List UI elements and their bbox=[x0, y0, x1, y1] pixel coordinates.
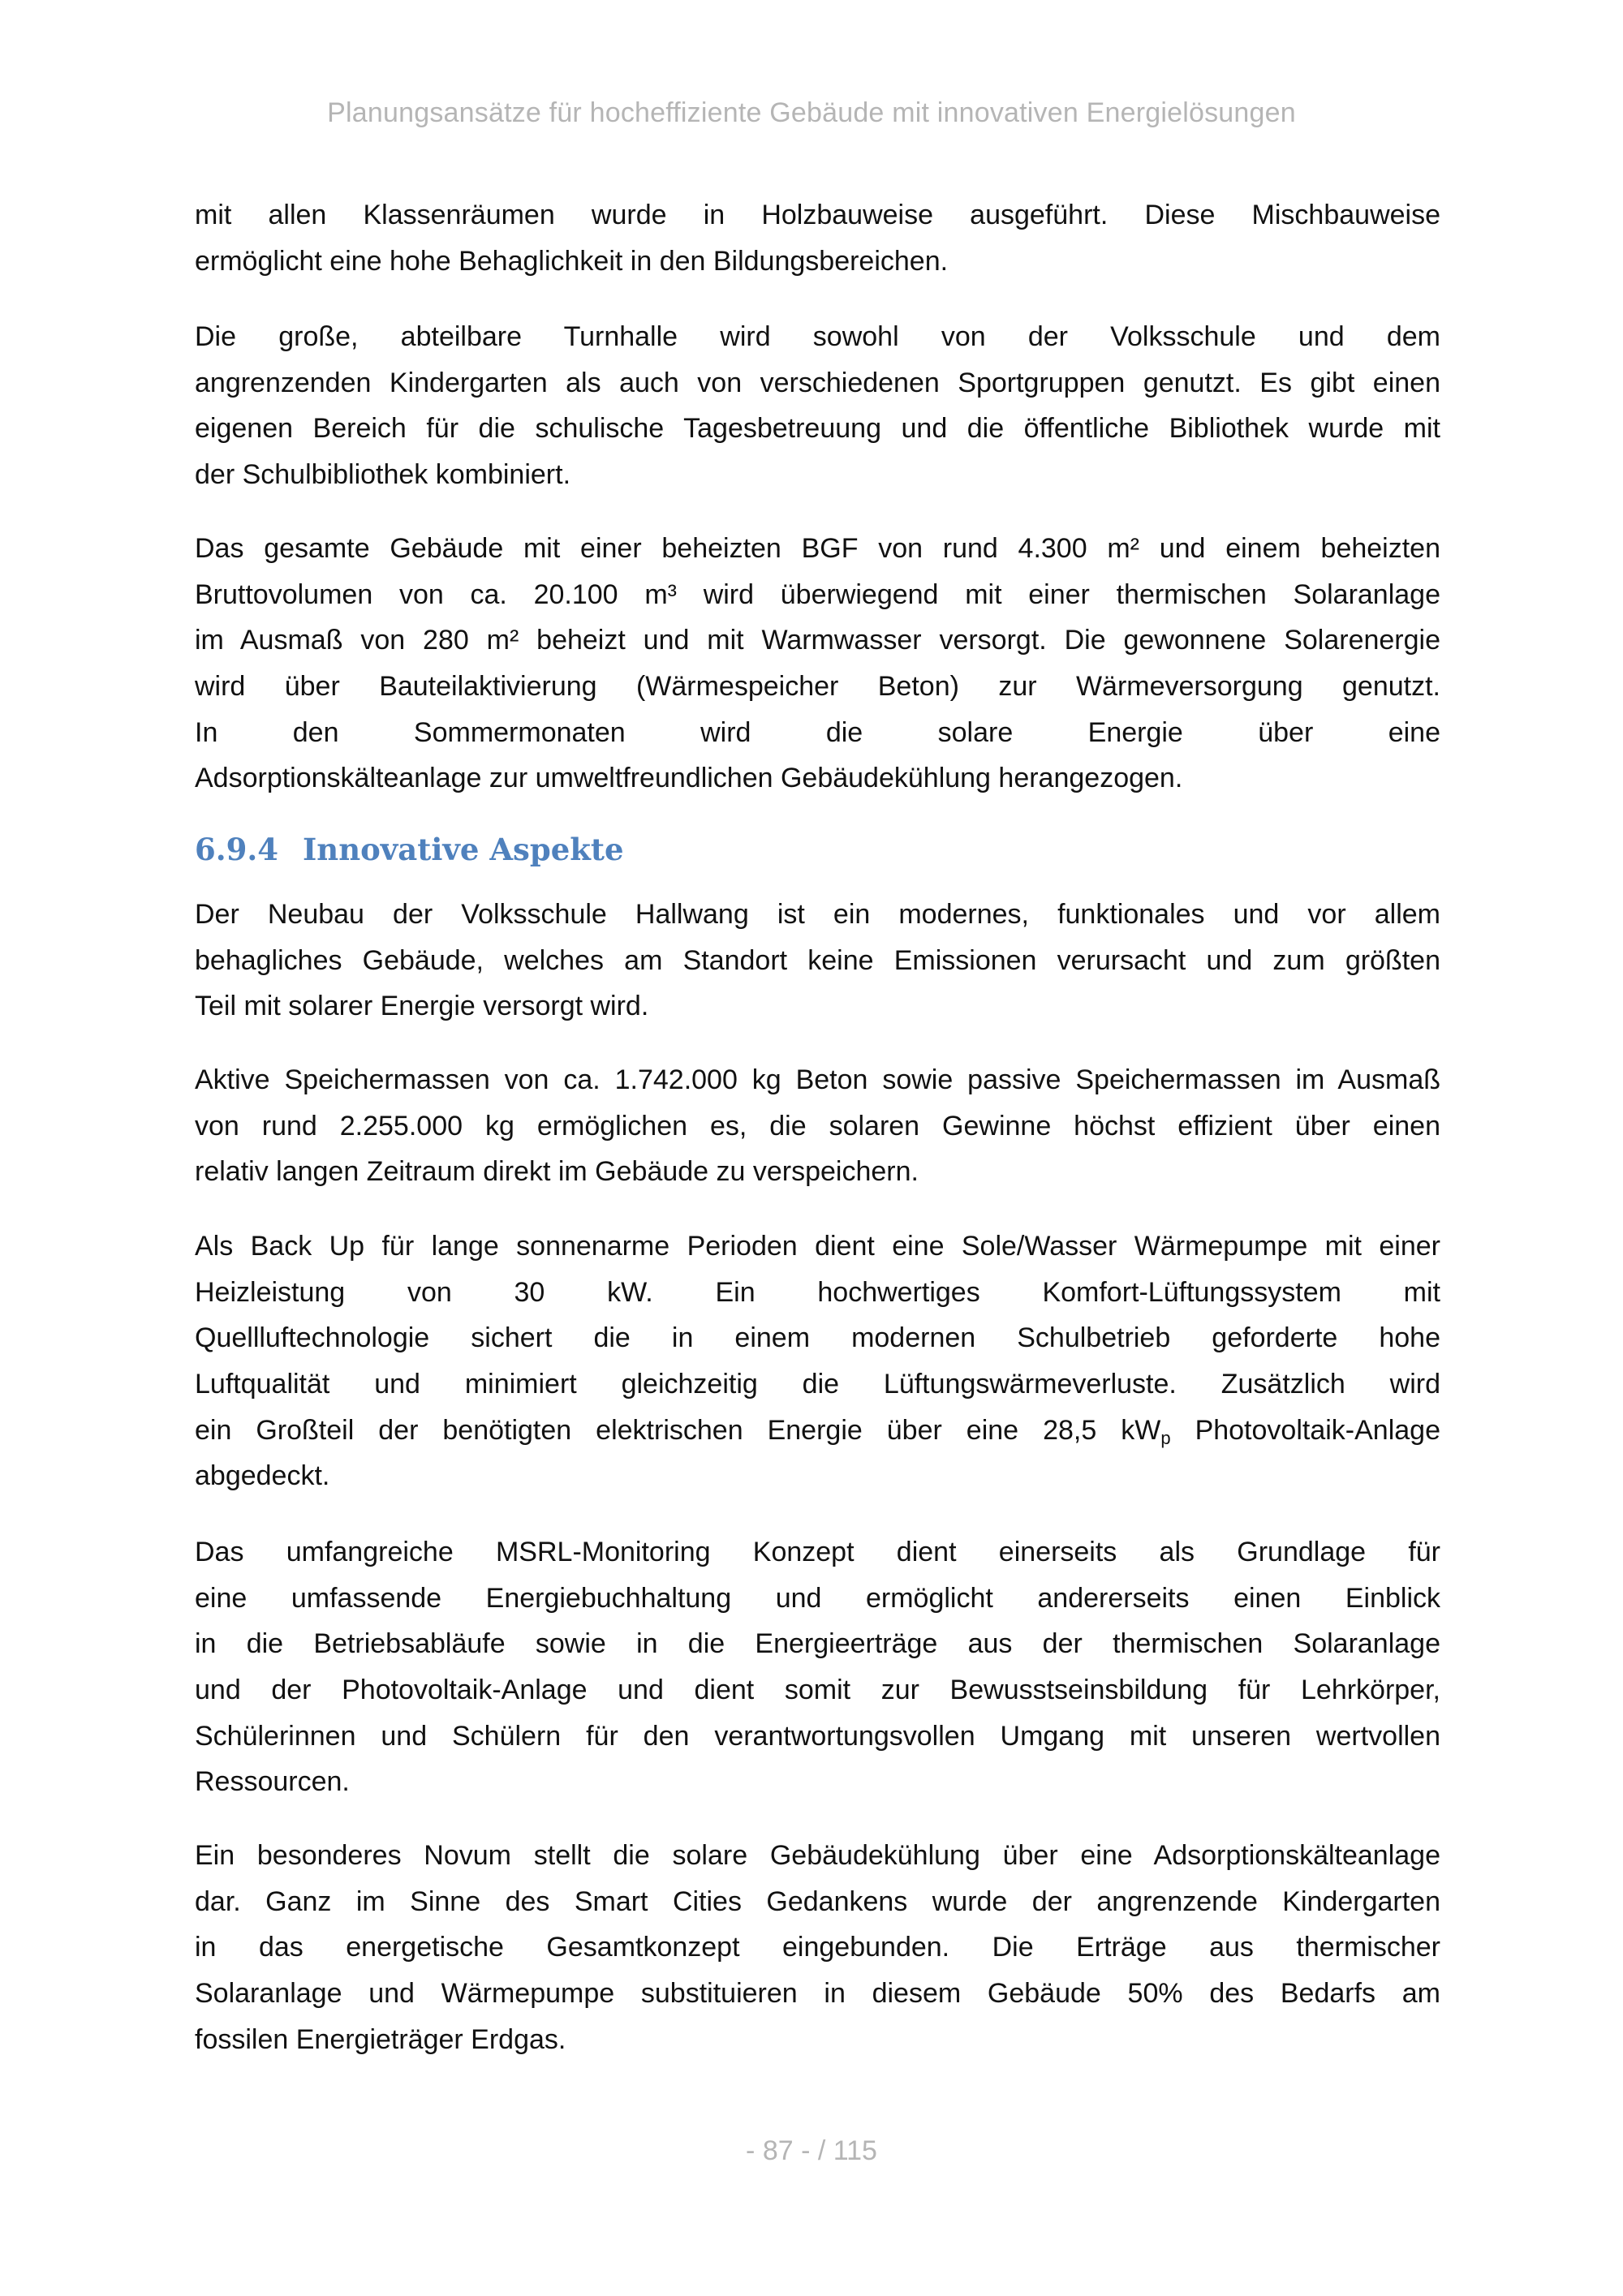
text-line: Quellluftechnologie sichert die in einem modernen Schulbetrieb geforderte hohe bbox=[195, 1322, 1440, 1354]
text-line: Das gesamte Gebäude mit einer beheizten BGF von rund 4.300 m² und einem beheizten bbox=[195, 533, 1440, 564]
page-number: - 87 - / 115 bbox=[746, 2135, 877, 2166]
paragraph bbox=[195, 1529, 1440, 1805]
paragraph bbox=[195, 526, 1440, 802]
text-line: Ein besonderes Novum stellt die solare Gebäudekühlung über eine Adsorptionskälteanlage bbox=[195, 1840, 1440, 1871]
text-line: Das umfangreiche MSRL-Monitoring Konzept dient einerseits als Grundlage für bbox=[195, 1537, 1440, 1567]
text-run: ein Großteil der benötigten elektrischen Energie über eine 28,5 kW bbox=[195, 1414, 1161, 1446]
text-line: In den Sommermonaten wird die solare Energie über eine bbox=[195, 716, 1440, 748]
text-line: Bruttovolumen von ca. 20.100 m³ wird überwiegend mit einer thermischen Solaranlage bbox=[195, 578, 1440, 610]
text-line: eigenen Bereich für die schulische Tagesbetreuung und die öffentliche Bibliothek wurde mit bbox=[195, 413, 1440, 445]
text-line: der Schulbibliothek kombiniert. bbox=[195, 459, 571, 491]
text-line: Schülerinnen und Schülern für den verantwortungsvollen Umgang mit unseren wertvollen bbox=[195, 1720, 1440, 1752]
text-line: Teil mit solarer Energie versorgt wird. bbox=[195, 991, 649, 1022]
text-line: Solaranlage und Wärmepumpe substituieren in diesem Gebäude 50% des Bedarfs am bbox=[195, 1978, 1440, 2010]
subscript: p bbox=[1160, 1427, 1171, 1448]
text-line: Ressourcen. bbox=[195, 1766, 350, 1798]
section-title: Innovative Aspekte bbox=[303, 832, 624, 867]
text-line: fossilen Energieträger Erdgas. bbox=[195, 2023, 566, 2055]
text-line: Luftqualität und minimiert gleichzeitig die Lüftungswärmeverluste. Zusätzlich wird bbox=[195, 1369, 1440, 1400]
section-heading bbox=[195, 832, 624, 867]
paragraph bbox=[195, 1223, 1440, 1499]
text-line: und der Photovoltaik-Anlage und dient somit zur Bewusstseinsbildung für Lehrkörper, bbox=[195, 1675, 1440, 1706]
text-line: Aktive Speichermassen von ca. 1.742.000 kg Beton sowie passive Speichermassen im Ausmaß bbox=[195, 1064, 1440, 1095]
text-line: behagliches Gebäude, welches am Standort keine Emissionen verursacht und zum größten bbox=[195, 944, 1440, 976]
text-line: Als Back Up für lange sonnenarme Perioden dient eine Sole/Wasser Wärmepumpe mit einer bbox=[195, 1231, 1440, 1262]
text-line: Heizleistung von 30 kW. Ein hochwertiges Komfort-Lüftungssystem mit bbox=[195, 1276, 1440, 1308]
text-line: ermöglicht eine hohe Behaglichkeit in den Bildungsbereichen. bbox=[195, 245, 949, 277]
text-line: mit allen Klassenräumen wurde in Holzbauweise ausgeführt. Diese Mischbauweise bbox=[195, 200, 1440, 230]
text-line: angrenzenden Kindergarten als auch von verschiedenen Sportgruppen genutzt. Es gibt einen bbox=[195, 367, 1440, 398]
text-line: Die große, abteilbare Turnhalle wird sowohl von der Volksschule und dem bbox=[195, 321, 1440, 352]
text-line: abgedeckt. bbox=[195, 1460, 330, 1492]
paragraph bbox=[195, 1057, 1440, 1195]
text-line: in das energetische Gesamtkonzept eingebunden. Die Erträge aus thermischer bbox=[195, 1932, 1440, 1963]
text-line: eine umfassende Energiebuchhaltung und ermöglicht andererseits einen Einblick bbox=[195, 1582, 1440, 1614]
paragraph bbox=[195, 1833, 1440, 2062]
paragraph bbox=[195, 892, 1440, 1030]
paragraph bbox=[195, 314, 1440, 498]
paragraph bbox=[195, 192, 1440, 284]
text-line: Der Neubau der Volksschule Hallwang ist ein modernes, funktionales und vor allem bbox=[195, 899, 1440, 930]
text-run: Photovoltaik-Anlage bbox=[1170, 1414, 1440, 1446]
section-number: 6.9.4 bbox=[195, 832, 278, 867]
text-line: in die Betriebsabläufe sowie in die Energieerträge aus der thermischen Solaranlage bbox=[195, 1628, 1440, 1660]
text-line: wird über Bauteilaktivierung (Wärmespeicher Beton) zur Wärmeversorgung genutzt. bbox=[195, 671, 1440, 703]
text-line: relativ langen Zeitraum direkt im Gebäude zu verspeichern. bbox=[195, 1156, 919, 1188]
text-line: im Ausmaß von 280 m² beheizt und mit Warmwasser versorgt. Die gewonnene Solarenergie bbox=[195, 625, 1440, 656]
text-line: dar. Ganz im Sinne des Smart Cities Gedankens wurde der angrenzende Kindergarten bbox=[195, 1885, 1440, 1917]
running-header: Planungsansätze für hocheffiziente Gebäude mit innovativen Energielösungen bbox=[327, 97, 1296, 128]
text-line: von rund 2.255.000 kg ermöglichen es, die solaren Gewinne höchst effizient über einen bbox=[195, 1110, 1440, 1142]
text-line: Adsorptionskälteanlage zur umweltfreundlichen Gebäudekühlung herangezogen. bbox=[195, 763, 1183, 794]
text-line bbox=[195, 1408, 1440, 1454]
